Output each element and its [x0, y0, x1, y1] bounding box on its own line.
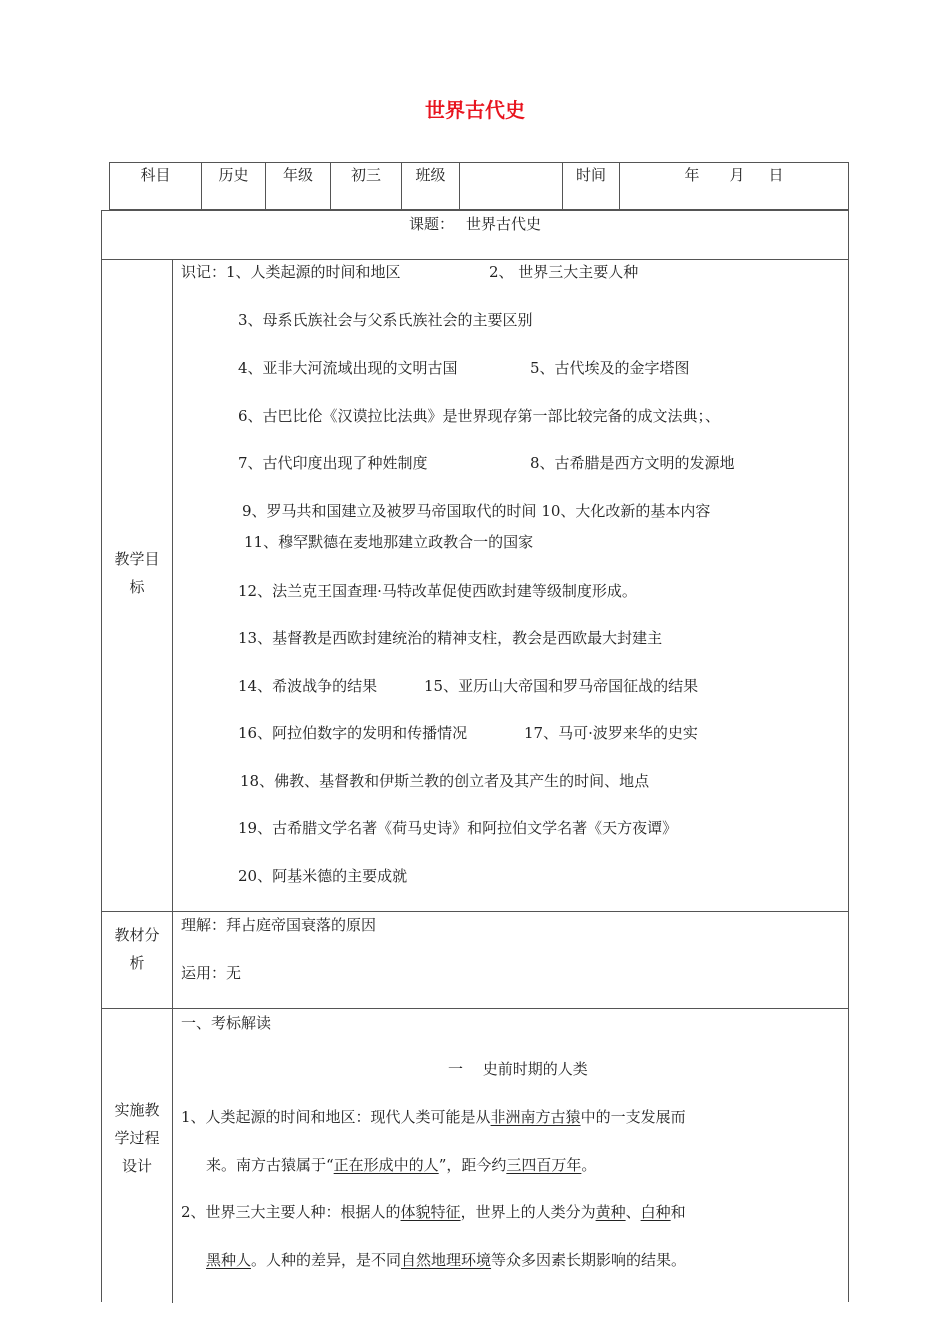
materials-label: 教材分 析: [114, 926, 160, 972]
topic-value: 世界古代史: [466, 215, 542, 233]
goal-item: 18、佛教、基督教和伊斯兰教的创立者及其产生的时间、地点: [240, 772, 650, 790]
time-label: 时间: [563, 163, 620, 209]
topic-row: [102, 214, 848, 234]
subject-value: 历史: [202, 163, 266, 209]
goals-label: 教学目 标: [114, 550, 160, 596]
goal-item: 17、马可·波罗来华的史实: [524, 724, 698, 742]
year-label: 年: [684, 166, 700, 184]
row-divider: [102, 259, 848, 260]
class-label: 班级: [402, 163, 460, 209]
goal-item: 14、希波战争的结果: [238, 677, 378, 695]
key-term: 体貌特征: [400, 1203, 461, 1221]
grade-label: 年级: [266, 163, 331, 209]
materials-understand: 理解：拜占庭帝国衰落的原因: [181, 916, 377, 934]
goals-prefix: 识记：: [181, 263, 227, 281]
goal-item: 3、母系氏族社会与父系氏族社会的主要区别: [238, 311, 533, 329]
goal-item: 8、古希腊是西方文明的发源地: [530, 454, 735, 472]
process-label: 实施教 学过程 设计: [114, 1101, 160, 1175]
goal-item: 13、基督教是西欧封建统治的精神支柱，教会是西欧最大封建主: [238, 629, 663, 647]
month-label: 月: [729, 166, 745, 184]
goal-item: 5、古代埃及的金字塔图: [530, 359, 690, 377]
key-term: 非洲南方古猿: [490, 1108, 581, 1126]
topic-label: 课题：: [408, 215, 454, 233]
paragraph-1-line-1: 1、人类起源的时间和地区：现代人类可能是从非洲南方古猿中的一支发展而: [181, 1108, 686, 1126]
goal-item: 20、阿基米德的主要成就: [238, 867, 408, 885]
goal-item: 12、法兰克王国查理·马特改革促使西欧封建等级制度形成。: [238, 582, 637, 600]
section-heading: 一、考标解读: [181, 1014, 272, 1032]
info-header-table: [109, 162, 849, 210]
column-divider: [172, 259, 173, 1303]
key-term: 黄种: [595, 1203, 626, 1221]
lesson-plan-table: [101, 210, 849, 1302]
class-value: [460, 163, 563, 209]
goal-item: 19、古希腊文学名著《荷马史诗》和阿拉伯文学名著《天方夜谭》: [238, 819, 678, 837]
goal-item: 6、古巴比伦《汉谟拉比法典》是世界现存第一部比较完备的成文法典；、: [238, 407, 721, 425]
paragraph-2-line-1: 2、世界三大主要人种：根据人的体貌特征，世界上的人类分为黄种、白种和: [181, 1203, 686, 1221]
chapter-heading: 一 史前时期的人类: [448, 1060, 588, 1078]
goal-item: 1、人类起源的时间和地区: [226, 263, 401, 281]
goal-item: 16、阿拉伯数字的发明和传播情况: [238, 724, 468, 742]
goal-item: 4、亚非大河流域出现的文明古国: [238, 359, 458, 377]
date-cell: [620, 163, 848, 209]
key-term: 黑种人: [206, 1251, 252, 1269]
subject-label: 科目: [110, 163, 202, 209]
goal-item: 9、罗马共和国建立及被罗马帝国取代的时间 10、大化改新的基本内容: [242, 502, 711, 520]
goal-item: 7、古代印度出现了种姓制度: [238, 454, 428, 472]
key-term: 正在形成中的人: [333, 1156, 439, 1174]
paragraph-1-line-2: 来。南方古猿属于“正在形成中的人”，距今约三四百万年。: [206, 1156, 597, 1174]
grade-value: 初三: [331, 163, 402, 209]
day-label: 日: [768, 166, 784, 184]
key-term: 白种: [640, 1203, 671, 1221]
paragraph-2-line-2: 黑种人。人种的差异，是不同自然地理环境等众多因素长期影响的结果。: [206, 1251, 687, 1269]
row-divider: [102, 911, 848, 912]
goal-item: 15、亚历山大帝国和罗马帝国征战的结果: [424, 677, 699, 695]
page-title: 世界古代史: [425, 98, 525, 122]
key-term: 三四百万年: [506, 1156, 582, 1174]
goal-item: 11、穆罕默德在麦地那建立政教合一的国家: [244, 533, 534, 551]
materials-apply: 运用：无: [181, 964, 242, 982]
key-term: 自然地理环境: [401, 1251, 492, 1269]
goal-item: 2、 世界三大主要人种: [489, 263, 639, 281]
row-divider: [102, 1008, 848, 1009]
